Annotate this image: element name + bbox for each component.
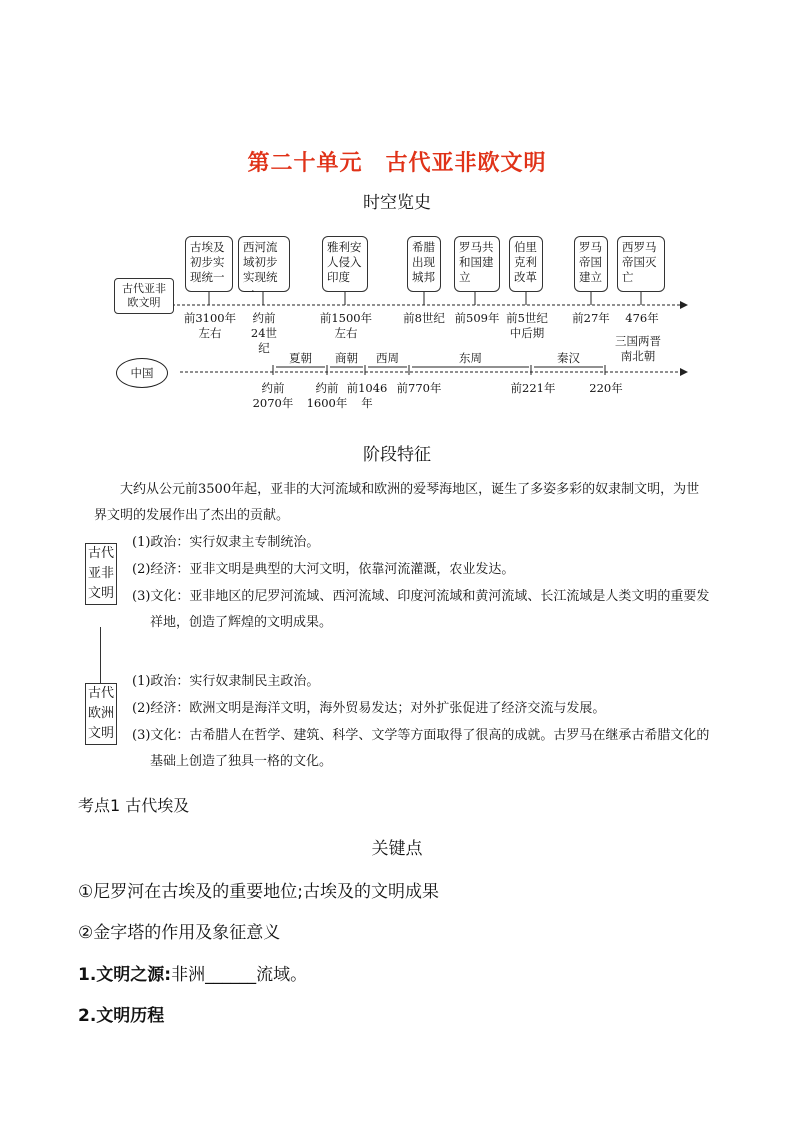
event-date: 前8世纪 <box>403 311 445 325</box>
china-date: 约前1600年 <box>306 381 348 410</box>
event-box-aryan: 雅利安人侵入印度 <box>322 236 368 292</box>
china-date: 220年 <box>589 381 623 395</box>
question-1 <box>78 960 307 985</box>
event-date: 约前24世纪 <box>250 311 278 355</box>
event-box-pericles: 伯里克利改革 <box>509 236 543 292</box>
row-label-world: 古代亚非欧文明 <box>114 278 174 314</box>
key-points-title: 关键点 <box>371 839 423 859</box>
question-1-after: 流域。 <box>256 965 308 985</box>
china-date: 约前2070年 <box>252 381 294 410</box>
event-box-west-rome-fall: 西罗马帝国灭亡 <box>617 236 665 292</box>
page-title: 第二十单元 古代亚非欧文明 <box>247 151 547 176</box>
europe-item: (2)经济：欧洲文明是海洋文明，海外贸易发达；对外扩张促进了经济交流与发展。 <box>132 701 606 716</box>
timeline-heading: 时空览史 <box>363 193 431 213</box>
event-date: 前5世纪中后期 <box>506 311 548 340</box>
event-date: 前3100年左右 <box>183 311 237 340</box>
stage-heading: 阶段特征 <box>363 445 431 465</box>
world-axis-arrow <box>680 301 688 309</box>
question-1-blank[interactable]: ______ <box>205 965 257 985</box>
china-period: 商朝 <box>335 351 358 365</box>
event-box-roman-empire: 罗马帝国建立 <box>574 236 608 292</box>
event-date: 前1500年左右 <box>319 311 373 340</box>
china-period: 夏朝 <box>289 351 312 365</box>
china-date: 前221年 <box>510 381 556 395</box>
asia-africa-label: 古代亚非文明 <box>85 543 117 605</box>
event-connectors <box>209 292 641 305</box>
event-date: 476年 <box>625 311 659 325</box>
asia-africa-item: (2)经济：亚非文明是典型的大河文明，依靠河流灌溉，农业发达。 <box>132 562 515 577</box>
event-date: 前509年 <box>454 311 500 325</box>
topic-heading: 考点1 古代埃及 <box>78 796 190 815</box>
event-box-west-river: 西河流域初步实现统一 <box>238 236 290 292</box>
stage-intro: 大约从公元前3500年起，亚非的大河流域和欧洲的爱琴海地区，诞生了多姿多彩的奴隶制文明，为世界文明的发展作出了杰出的贡献。 <box>94 482 700 523</box>
china-period: 秦汉 <box>557 351 580 365</box>
row-label-china: 中国 <box>116 358 168 388</box>
china-date: 前1046年 <box>346 381 388 410</box>
china-period: 东周 <box>459 351 482 365</box>
question-1-label: 1.文明之源: <box>78 965 172 985</box>
key-point: ②金字塔的作用及象征意义 <box>78 923 281 943</box>
asia-africa-item: (3)文化：亚非地区的尼罗河流域、西河流域、印度河流域和黄河流域、长江流域是人类文明的重要发祥地，创造了辉煌的文明成果。 <box>132 589 710 630</box>
europe-item: (3)文化：古希腊人在哲学、建筑、科学、文学等方面取得了很高的成就。古罗马在继承古希腊文化的基础上创造了独具一格的文化。 <box>132 728 710 769</box>
china-period: 西周 <box>376 351 399 365</box>
event-box-roman-republic: 罗马共和国建立 <box>454 236 500 292</box>
asia-africa-item: (1)政治：实行奴隶主专制统治。 <box>132 535 320 550</box>
event-date: 前27年 <box>572 311 610 325</box>
question-1-before: 非洲 <box>171 965 206 985</box>
label-connector <box>100 627 101 683</box>
china-period: 三国两晋南北朝 <box>615 334 661 363</box>
europe-item: (1)政治：实行奴隶制民主政治。 <box>132 674 320 689</box>
china-axis-arrow <box>680 368 688 376</box>
china-date: 前770年 <box>396 381 442 395</box>
event-box-egypt: 古埃及初步实现统一 <box>185 236 233 292</box>
key-point: ①尼罗河在古埃及的重要地位;古埃及的文明成果 <box>78 882 439 902</box>
question-2: 2.文明历程 <box>78 1006 165 1026</box>
event-box-greek-city: 希腊出现城邦 <box>407 236 441 292</box>
europe-label: 古代欧洲文明 <box>85 683 117 745</box>
